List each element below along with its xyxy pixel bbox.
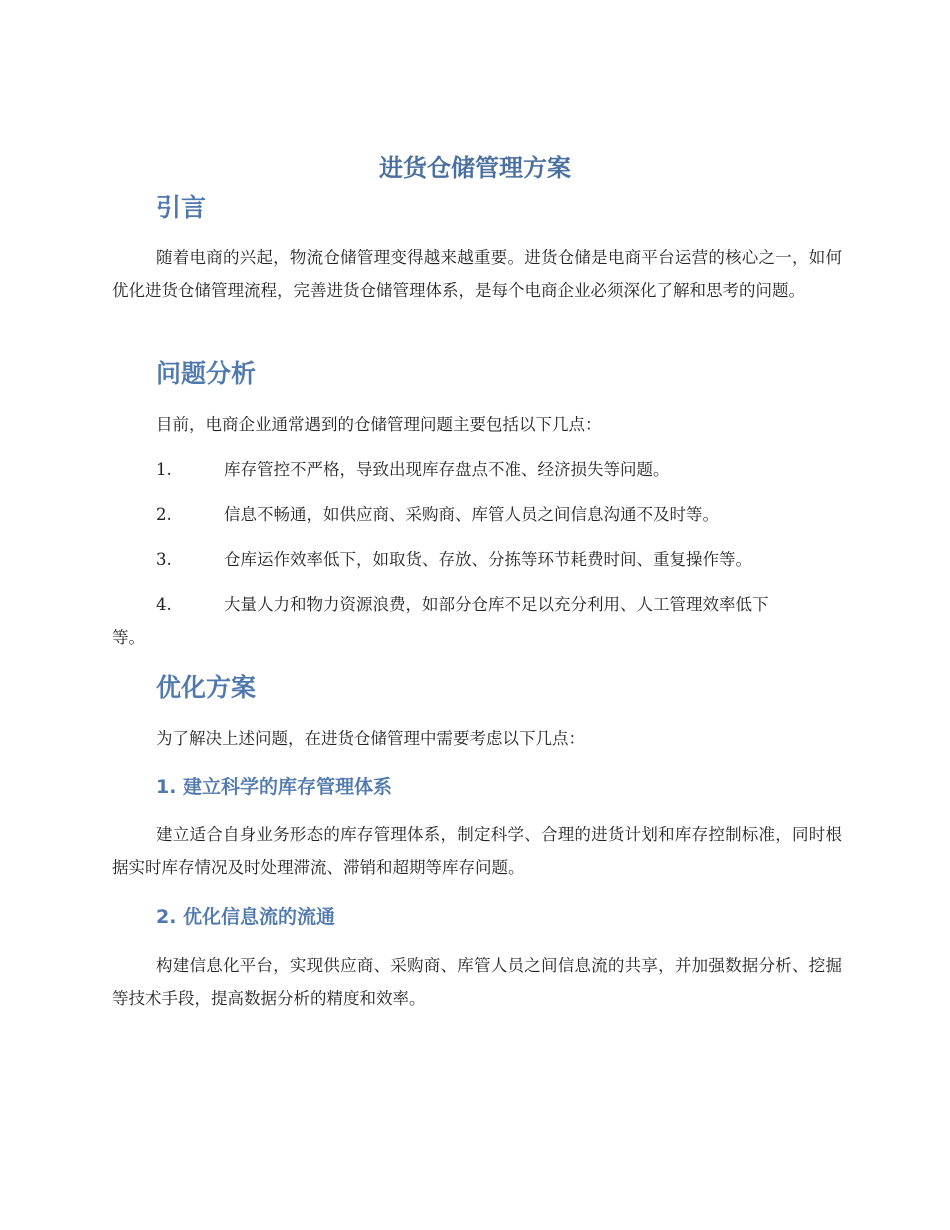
list-number: 3. <box>156 550 172 569</box>
list-number: 4. <box>156 595 172 614</box>
inventory-system-paragraph: 建立适合自身业务形态的库存管理体系，制定科学、合理的进货计划和库存控制标准，同时根据实时库存情况及时处理滞流、滞销和超期等库存问题。 <box>112 825 842 877</box>
document-title: 进货仓储管理方案 <box>379 154 571 182</box>
list-text-continuation: 等。 <box>112 628 145 647</box>
list-item <box>112 453 842 486</box>
list-number: 2. <box>156 505 172 524</box>
list-number: 1. <box>156 460 172 479</box>
list-text: 大量人力和物力资源浪费，如部分仓库不足以充分利用、人工管理效率低下 <box>224 595 769 614</box>
subheading-inventory-system: 1. 建立科学的库存管理体系 <box>156 776 393 798</box>
heading-analysis: 问题分析 <box>156 359 257 388</box>
list-item <box>112 588 842 654</box>
heading-solution: 优化方案 <box>156 673 257 702</box>
heading-intro: 引言 <box>156 193 207 222</box>
subheading-information-flow: 2. 优化信息流的流通 <box>156 906 336 928</box>
list-item <box>112 543 842 576</box>
solution-lead: 为了解决上述问题，在进货仓储管理中需要考虑以下几点： <box>156 729 585 748</box>
list-text: 库存管控不严格，导致出现库存盘点不准、经济损失等问题。 <box>224 460 670 479</box>
list-text: 仓库运作效率低下，如取货、存放、分拣等环节耗费时间、重复操作等。 <box>224 550 752 569</box>
list-item <box>112 498 842 531</box>
information-flow-paragraph: 构建信息化平台，实现供应商、采购商、库管人员之间信息流的共享，并加强数据分析、挖掘等技术手段，提高数据分析的精度和效率。 <box>112 956 842 1008</box>
intro-paragraph: 随着电商的兴起，物流仓储管理变得越来越重要。进货仓储是电商平台运营的核心之一，如何优化进货仓储管理流程，完善进货仓储管理体系，是每个电商企业必须深化了解和思考的问题。 <box>112 248 842 300</box>
analysis-lead: 目前，电商企业通常遇到的仓储管理问题主要包括以下几点： <box>156 415 602 434</box>
list-text: 信息不畅通，如供应商、采购商、库管人员之间信息沟通不及时等。 <box>224 505 719 524</box>
